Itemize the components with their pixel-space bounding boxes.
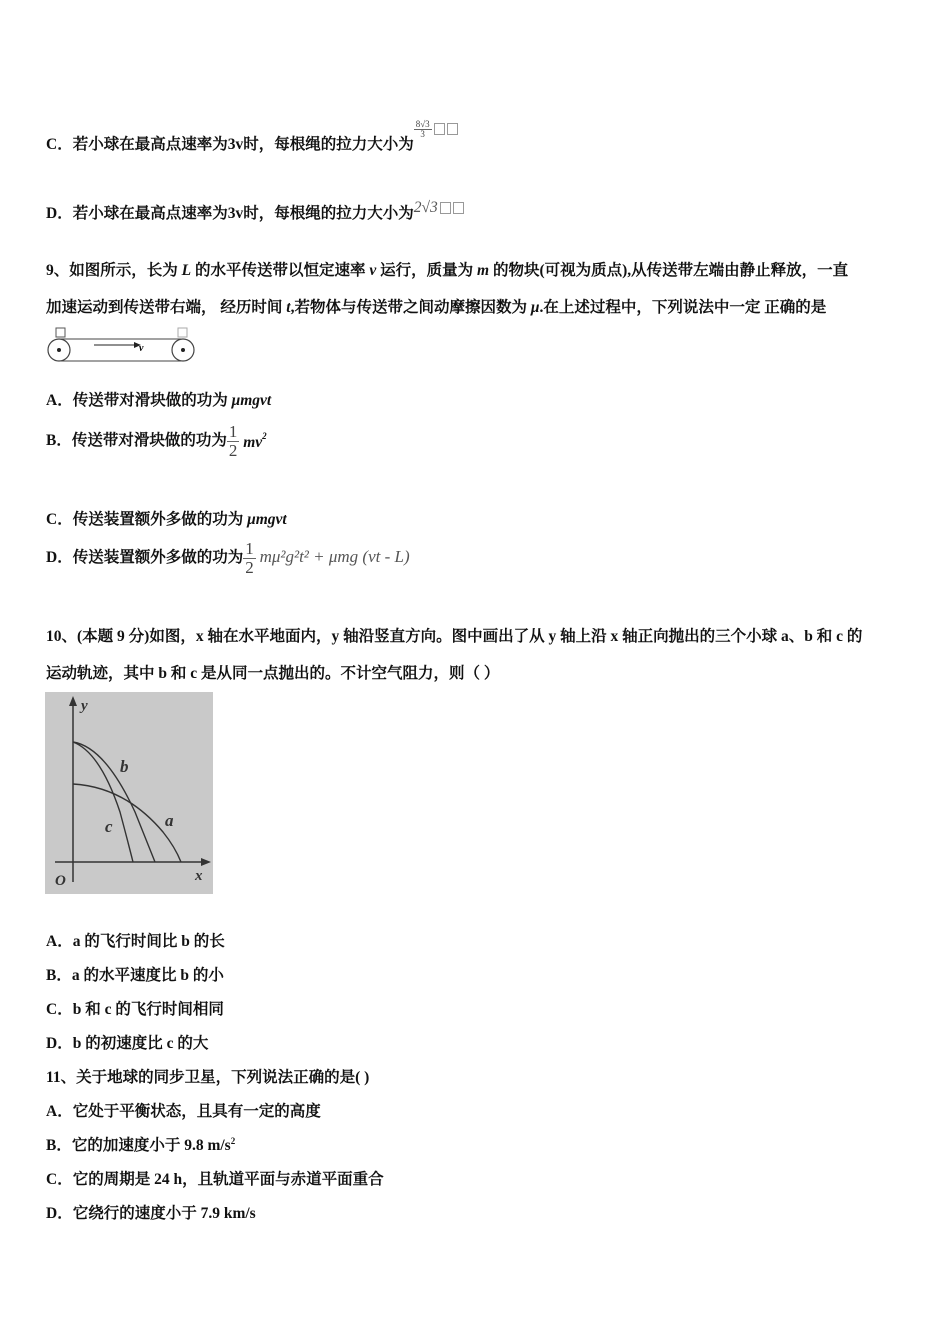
conveyor-belt-figure — [46, 325, 196, 363]
q9-option-d-fraction: $\frac{1}{2}$ — [245, 539, 254, 577]
curve-b-label: b — [120, 757, 129, 776]
missing-glyph-icon — [447, 123, 458, 135]
curve-a-label: a — [165, 811, 174, 830]
q11-option-b: B．它的加速度小于 9.8 $m/s^2$ — [46, 1135, 236, 1154]
right-pulley-axle-icon — [181, 348, 185, 352]
trajectory-figure — [45, 692, 213, 894]
q11-option-a: A．它处于平衡状态，且具有一定的高度 — [46, 1103, 321, 1120]
origin-label: O — [55, 873, 66, 889]
missing-glyph-icon — [453, 202, 464, 214]
left-pulley-axle-icon — [57, 348, 61, 352]
figure-background — [45, 692, 213, 894]
belt-velocity-label: v — [139, 343, 144, 354]
q11-option-c: C．它的周期是 24 h，且轨道平面与赤道平面重合 — [46, 1171, 384, 1188]
q11-option-d: D．它绕行的速度小于 7.9 km/s — [46, 1205, 256, 1222]
q10-stem-line1: 10、(本题 9 分)如图，x 轴在水平地面内，y 轴沿竖直方向。图中画出了从 y 轴上沿 x 轴正向抛出的三个小球 a、b 和 c 的 — [46, 628, 863, 645]
x-axis-label: x — [195, 868, 203, 884]
curve-c-label: c — [105, 817, 113, 836]
q9-option-d: D．传送装置额外多做的功为 $\frac{1}{2}$ mμ²g²t² + μmg (vt - L) — [46, 539, 410, 577]
q10-option-a: A．a 的飞行时间比 b 的长 — [46, 933, 225, 950]
q11-stem: 11、关于地球的同步卫星，下列说法正确的是( ) — [46, 1069, 370, 1086]
q10-stem-line2: 运动轨迹，其中 b 和 c 是从同一点抛出的。不计空气阻力，则（ ） — [46, 665, 500, 682]
q9-stem-line1: 9、如图所示，长为 L 的水平传送带以恒定速率 v 运行，质量为 m 的物块(可视为质点),从传送带左端由静止释放，一直 — [46, 262, 849, 279]
q9-stem-line2: 加速运动到传送带右端， 经历时间 t,若物体与传送带之间动摩擦因数为 μ.在上述过程中，下列说法中一定 正确的是 — [46, 299, 827, 316]
q8-option-c: C．若小球在最高点速率为3v时，每根绳的拉力大小为 $\frac{8√3}{3}$ — [46, 132, 458, 155]
q8-option-d: D．若小球在最高点速率为3v时，每根绳的拉力大小为2√3 — [46, 201, 464, 223]
q10-option-c: C．b 和 c 的飞行时间相同 — [46, 1001, 224, 1018]
q9-option-c: C．传送装置额外多做的功为 μmgvt — [46, 511, 287, 528]
q9-option-a: A．传送带对滑块做的功为 μmgvt — [46, 392, 272, 409]
missing-glyph-icon — [440, 202, 451, 214]
block-start-icon — [56, 328, 65, 337]
missing-glyph-icon — [434, 123, 445, 135]
q10-option-d: D．b 的初速度比 c 的大 — [46, 1035, 209, 1052]
q9-option-b: B．传送带对滑块做的功为 $\frac{1}{2}$ $mv^2$ — [46, 422, 267, 460]
q9-option-b-fraction: $\frac{1}{2}$ — [228, 422, 238, 460]
y-axis-label: y — [81, 698, 88, 714]
q10-option-b: B．a 的水平速度比 b 的小 — [46, 967, 224, 984]
block-end-icon — [178, 328, 187, 337]
q8-option-c-fraction: $\frac{8√3}{3}$ — [415, 118, 430, 139]
